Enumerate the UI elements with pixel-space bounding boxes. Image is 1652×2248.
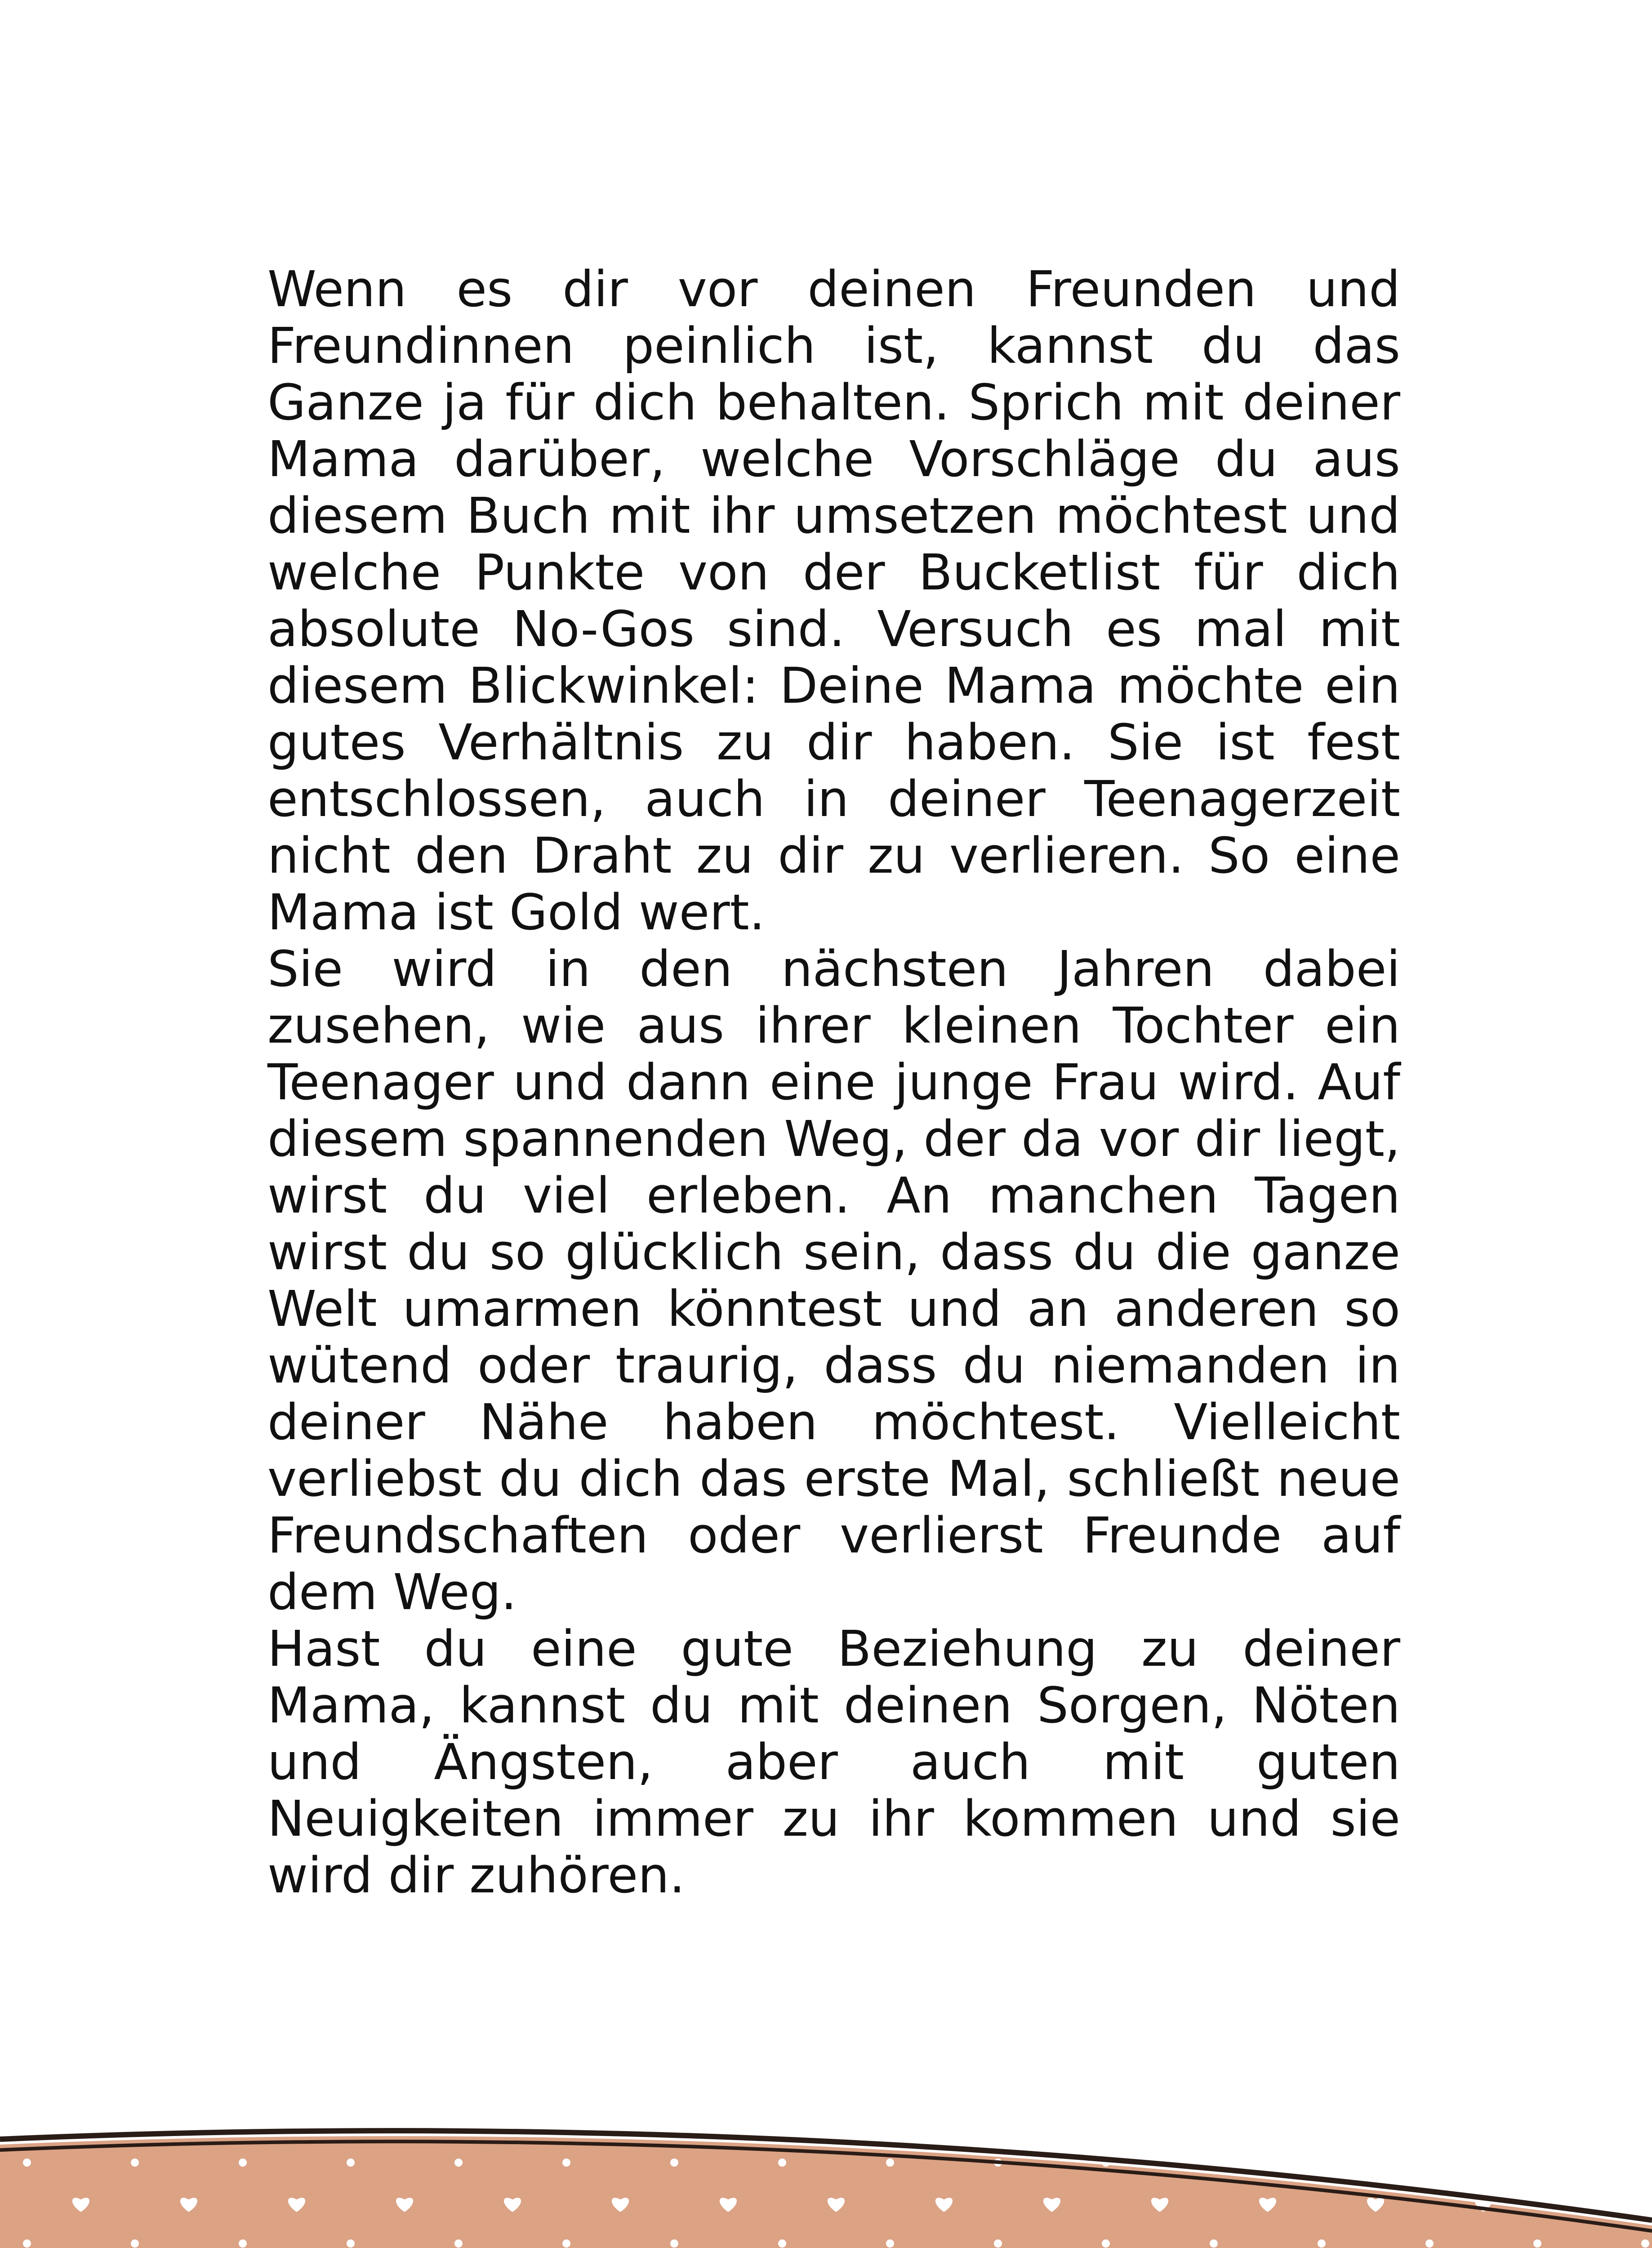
- paragraph-1: Wenn es dir vor deinen Freunden und Freundinnen peinlich ist, kannst du das Ganze ja für dich behalten. Sprich mit deiner Mama darüber, welche Vorschläge du aus diesem Buch mit ihr umsetzen möchtest und welche Punkte von der Bucketlist für dich absolute No-Gos sind. Versuch es mal mit diesem Blickwinkel: Deine Mama möchte ein gutes Verhältnis zu dir haben. Sie ist fest entschlossen, auch in deiner Teenagerzeit nicht den Draht zu dir zu verlieren. So eine Mama ist Gold wert.: [267, 260, 1400, 941]
- dot-icon: [1533, 2159, 1541, 2167]
- dot-icon: [454, 2159, 463, 2167]
- heart-icon: [180, 2117, 197, 2131]
- heart-icon: [1583, 2117, 1600, 2131]
- dot-icon: [994, 2239, 1002, 2248]
- heart-icon: [1259, 2117, 1276, 2131]
- dot-icon: [1102, 2239, 1110, 2248]
- dot-icon: [778, 2159, 786, 2167]
- dot-icon: [1641, 2239, 1649, 2248]
- dot-icon: [670, 2159, 678, 2167]
- dot-icon: [1210, 2239, 1218, 2248]
- dot-icon: [1318, 2239, 1326, 2248]
- heart-icon: [612, 2117, 629, 2131]
- footer-decoration: [0, 2113, 1652, 2248]
- heart-icon: [72, 2117, 89, 2131]
- heart-icon: [1475, 2117, 1492, 2131]
- dot-icon: [1210, 2159, 1218, 2167]
- dot-icon: [131, 2239, 139, 2248]
- dot-icon: [1425, 2159, 1434, 2167]
- heart-icon: [828, 2117, 845, 2131]
- dot-icon: [1425, 2239, 1434, 2248]
- dot-icon: [670, 2239, 678, 2248]
- dot-icon: [239, 2159, 247, 2167]
- dot-icon: [886, 2239, 894, 2248]
- heart-icon: [1151, 2117, 1168, 2131]
- dot-icon: [1533, 2239, 1541, 2248]
- dot-icon: [23, 2159, 31, 2167]
- dot-icon: [454, 2239, 463, 2248]
- dot-icon: [562, 2159, 570, 2167]
- dot-icon: [239, 2239, 247, 2248]
- heart-icon: [1367, 2117, 1384, 2131]
- dot-icon: [347, 2159, 355, 2167]
- dot-icon: [131, 2159, 139, 2167]
- dot-icon: [562, 2239, 570, 2248]
- heart-icon: [935, 2117, 953, 2131]
- heart-icon: [720, 2117, 737, 2131]
- dot-icon: [347, 2239, 355, 2248]
- dot-icon: [778, 2239, 786, 2248]
- dot-icon: [23, 2239, 31, 2248]
- paragraph-2: Sie wird in den nächsten Jahren dabei zusehen, wie aus ihrer kleinen Tochter ein Teenager und dann eine junge Frau wird. Auf diesem spannenden Weg, der da vor dir liegt, wirst du viel erleben. An manchen Tagen wirst du so glücklich sein, dass du die ganze Welt umarmen könntest und an anderen so wütend oder traurig, dass du niemanden in deiner Nähe haben möchtest. Vielleicht verliebst du dich das erste Mal, schließt neue Freundschaften oder verlierst Freunde auf dem Weg.: [267, 940, 1400, 1621]
- heart-icon: [1043, 2117, 1060, 2131]
- dot-icon: [1641, 2159, 1649, 2167]
- dot-icon: [886, 2159, 894, 2167]
- paragraph-3: Hast du eine gute Beziehung zu deiner Mama, kannst du mit deinen Sorgen, Nöten und Ängsten, aber auch mit guten Neuigkeiten immer zu ihr kommen und sie wird dir zuhören.: [267, 1620, 1400, 1904]
- body-text: [267, 261, 1400, 1904]
- dot-icon: [1318, 2159, 1326, 2167]
